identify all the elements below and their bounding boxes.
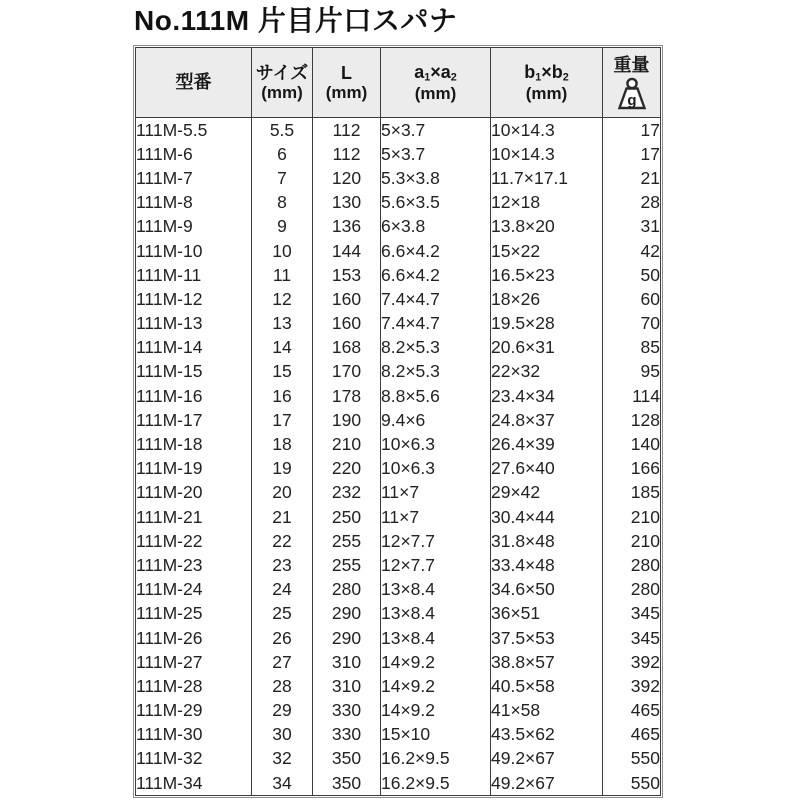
cell-length: 330 xyxy=(313,723,381,747)
cell-length: 168 xyxy=(313,336,381,360)
cell-model: 111M-29 xyxy=(136,699,252,723)
cell-length: 190 xyxy=(313,408,381,432)
table-row xyxy=(136,263,661,287)
cell-model: 111M-18 xyxy=(136,432,252,456)
cell-length: 290 xyxy=(313,626,381,650)
table-row xyxy=(136,578,661,602)
cell-model: 111M-26 xyxy=(136,626,252,650)
cell-length: 350 xyxy=(313,747,381,771)
cell-length: 310 xyxy=(313,650,381,674)
table-row xyxy=(136,432,661,456)
cell-b-dim: 40.5×58 xyxy=(491,674,603,698)
cell-b-dim: 49.2×67 xyxy=(491,747,603,771)
cell-model: 111M-12 xyxy=(136,287,252,311)
table-row xyxy=(136,771,661,796)
cell-weight: 345 xyxy=(603,626,661,650)
cell-size: 26 xyxy=(252,626,313,650)
a-dim-formula: $a_1\times a_2$ xyxy=(414,62,457,84)
cell-size: 19 xyxy=(252,457,313,481)
cell-size: 8 xyxy=(252,191,313,215)
cell-a-dim: 14×9.2 xyxy=(381,674,491,698)
cell-size: 5.5 xyxy=(252,118,313,143)
cell-weight: 345 xyxy=(603,602,661,626)
table-row xyxy=(136,215,661,239)
col-header-model xyxy=(136,48,252,118)
cell-a-dim: 8.2×5.3 xyxy=(381,360,491,384)
cell-length: 120 xyxy=(313,166,381,190)
cell-a-dim: 16.2×9.5 xyxy=(381,771,491,796)
cell-a-dim: 5×3.7 xyxy=(381,142,491,166)
table-row xyxy=(136,505,661,529)
cell-b-dim: 27.6×40 xyxy=(491,457,603,481)
cell-b-dim: 33.4×48 xyxy=(491,553,603,577)
cell-weight: 114 xyxy=(603,384,661,408)
cell-size: 15 xyxy=(252,360,313,384)
cell-size: 17 xyxy=(252,408,313,432)
cell-weight: 210 xyxy=(603,505,661,529)
cell-size: 9 xyxy=(252,215,313,239)
cell-length: 255 xyxy=(313,529,381,553)
table-body xyxy=(136,118,661,796)
page-title: No.111M 片目片口スパナ xyxy=(134,5,458,36)
table-row xyxy=(136,699,661,723)
cell-model: 111M-9 xyxy=(136,215,252,239)
cell-size: 24 xyxy=(252,578,313,602)
cell-weight: 550 xyxy=(603,747,661,771)
cell-model: 111M-15 xyxy=(136,360,252,384)
cell-a-dim: 12×7.7 xyxy=(381,553,491,577)
cell-size: 7 xyxy=(252,166,313,190)
table-row xyxy=(136,142,661,166)
col-header-length-unit: (mm) xyxy=(325,83,368,103)
cell-weight: 60 xyxy=(603,287,661,311)
cell-b-dim: 43.5×62 xyxy=(491,723,603,747)
cell-b-dim: 16.5×23 xyxy=(491,263,603,287)
cell-weight: 42 xyxy=(603,239,661,263)
cell-length: 232 xyxy=(313,481,381,505)
weight-icon xyxy=(612,77,652,110)
cell-b-dim: 31.8×48 xyxy=(491,529,603,553)
cell-weight: 465 xyxy=(603,723,661,747)
cell-model: 111M-32 xyxy=(136,747,252,771)
cell-length: 280 xyxy=(313,578,381,602)
cell-weight: 166 xyxy=(603,457,661,481)
cell-a-dim: 9.4×6 xyxy=(381,408,491,432)
cell-b-dim: 30.4×44 xyxy=(491,505,603,529)
cell-model: 111M-6 xyxy=(136,142,252,166)
cell-weight: 85 xyxy=(603,336,661,360)
table-row xyxy=(136,360,661,384)
cell-b-dim: 29×42 xyxy=(491,481,603,505)
cell-a-dim: 11×7 xyxy=(381,481,491,505)
cell-size: 27 xyxy=(252,650,313,674)
cell-size: 30 xyxy=(252,723,313,747)
cell-weight: 95 xyxy=(603,360,661,384)
table-row xyxy=(136,312,661,336)
cell-weight: 21 xyxy=(603,166,661,190)
cell-b-dim: 22×32 xyxy=(491,360,603,384)
cell-size: 34 xyxy=(252,771,313,796)
spec-table xyxy=(135,47,661,796)
cell-a-dim: 13×8.4 xyxy=(381,626,491,650)
cell-weight: 185 xyxy=(603,481,661,505)
cell-length: 255 xyxy=(313,553,381,577)
cell-a-dim: 10×6.3 xyxy=(381,457,491,481)
cell-b-dim: 24.8×37 xyxy=(491,408,603,432)
table-row xyxy=(136,553,661,577)
table-row xyxy=(136,239,661,263)
col-header-length xyxy=(313,48,381,118)
cell-length: 160 xyxy=(313,287,381,311)
cell-b-dim: 34.6×50 xyxy=(491,578,603,602)
cell-a-dim: 8.2×5.3 xyxy=(381,336,491,360)
cell-length: 170 xyxy=(313,360,381,384)
table-row xyxy=(136,457,661,481)
cell-weight: 392 xyxy=(603,650,661,674)
cell-a-dim: 5.6×3.5 xyxy=(381,191,491,215)
col-header-weight-label: 重量 xyxy=(613,55,650,76)
cell-length: 144 xyxy=(313,239,381,263)
cell-weight: 31 xyxy=(603,215,661,239)
cell-model: 111M-20 xyxy=(136,481,252,505)
cell-weight: 465 xyxy=(603,699,661,723)
spec-table-wrapper xyxy=(133,45,663,798)
cell-weight: 280 xyxy=(603,553,661,577)
table-row xyxy=(136,481,661,505)
cell-b-dim: 41×58 xyxy=(491,699,603,723)
cell-weight: 17 xyxy=(603,118,661,143)
cell-weight: 210 xyxy=(603,529,661,553)
cell-weight: 28 xyxy=(603,191,661,215)
cell-length: 330 xyxy=(313,699,381,723)
cell-b-dim: 23.4×34 xyxy=(491,384,603,408)
cell-model: 111M-19 xyxy=(136,457,252,481)
cell-a-dim: 6.6×4.2 xyxy=(381,239,491,263)
cell-b-dim: 12×18 xyxy=(491,191,603,215)
cell-weight: 50 xyxy=(603,263,661,287)
cell-model: 111M-21 xyxy=(136,505,252,529)
cell-model: 111M-34 xyxy=(136,771,252,796)
table-row xyxy=(136,384,661,408)
cell-a-dim: 7.4×4.7 xyxy=(381,287,491,311)
cell-length: 350 xyxy=(313,771,381,796)
cell-model: 111M-11 xyxy=(136,263,252,287)
cell-size: 29 xyxy=(252,699,313,723)
table-row xyxy=(136,650,661,674)
cell-length: 130 xyxy=(313,191,381,215)
cell-length: 112 xyxy=(313,118,381,143)
cell-a-dim: 6×3.8 xyxy=(381,215,491,239)
table-row xyxy=(136,674,661,698)
col-header-size xyxy=(252,48,313,118)
cell-model: 111M-28 xyxy=(136,674,252,698)
cell-a-dim: 5.3×3.8 xyxy=(381,166,491,190)
cell-model: 111M-17 xyxy=(136,408,252,432)
col-header-a-dim xyxy=(381,48,491,118)
table-row xyxy=(136,529,661,553)
col-header-weight xyxy=(603,48,661,118)
table-row xyxy=(136,602,661,626)
cell-b-dim: 11.7×17.1 xyxy=(491,166,603,190)
cell-b-dim: 18×26 xyxy=(491,287,603,311)
cell-model: 111M-23 xyxy=(136,553,252,577)
cell-model: 111M-5.5 xyxy=(136,118,252,143)
col-header-b-dim xyxy=(491,48,603,118)
cell-a-dim: 12×7.7 xyxy=(381,529,491,553)
cell-size: 12 xyxy=(252,287,313,311)
cell-size: 16 xyxy=(252,384,313,408)
cell-model: 111M-13 xyxy=(136,312,252,336)
cell-b-dim: 10×14.3 xyxy=(491,118,603,143)
cell-a-dim: 15×10 xyxy=(381,723,491,747)
cell-model: 111M-8 xyxy=(136,191,252,215)
table-row xyxy=(136,626,661,650)
cell-weight: 550 xyxy=(603,771,661,796)
cell-size: 21 xyxy=(252,505,313,529)
table-row xyxy=(136,336,661,360)
b-dim-formula: $b_1\times b_2$ xyxy=(524,62,569,84)
table-header-row xyxy=(136,48,661,118)
cell-a-dim: 5×3.7 xyxy=(381,118,491,143)
table-row xyxy=(136,191,661,215)
col-header-length-label: L xyxy=(341,62,352,83)
cell-size: 13 xyxy=(252,312,313,336)
col-header-b-dim-unit: (mm) xyxy=(525,83,568,103)
cell-model: 111M-25 xyxy=(136,602,252,626)
cell-b-dim: 49.2×67 xyxy=(491,771,603,796)
cell-b-dim: 13.8×20 xyxy=(491,215,603,239)
cell-a-dim: 13×8.4 xyxy=(381,578,491,602)
cell-model: 111M-22 xyxy=(136,529,252,553)
col-header-size-label: サイズ xyxy=(255,62,309,83)
cell-size: 18 xyxy=(252,432,313,456)
cell-size: 20 xyxy=(252,481,313,505)
cell-length: 310 xyxy=(313,674,381,698)
cell-size: 32 xyxy=(252,747,313,771)
cell-a-dim: 16.2×9.5 xyxy=(381,747,491,771)
cell-weight: 70 xyxy=(603,312,661,336)
cell-length: 136 xyxy=(313,215,381,239)
cell-a-dim: 14×9.2 xyxy=(381,650,491,674)
cell-a-dim: 6.6×4.2 xyxy=(381,263,491,287)
cell-size: 22 xyxy=(252,529,313,553)
cell-b-dim: 38.8×57 xyxy=(491,650,603,674)
cell-b-dim: 19.5×28 xyxy=(491,312,603,336)
cell-length: 160 xyxy=(313,312,381,336)
cell-model: 111M-30 xyxy=(136,723,252,747)
col-header-a-dim-unit: (mm) xyxy=(414,83,457,103)
col-header-size-unit: (mm) xyxy=(261,83,303,103)
cell-model: 111M-14 xyxy=(136,336,252,360)
cell-model: 111M-7 xyxy=(136,166,252,190)
cell-size: 11 xyxy=(252,263,313,287)
cell-length: 153 xyxy=(313,263,381,287)
cell-a-dim: 14×9.2 xyxy=(381,699,491,723)
cell-model: 111M-24 xyxy=(136,578,252,602)
cell-a-dim: 13×8.4 xyxy=(381,602,491,626)
cell-model: 111M-10 xyxy=(136,239,252,263)
cell-b-dim: 15×22 xyxy=(491,239,603,263)
weight-icon-unit: g xyxy=(626,91,637,109)
cell-size: 23 xyxy=(252,553,313,577)
cell-model: 111M-27 xyxy=(136,650,252,674)
cell-size: 6 xyxy=(252,142,313,166)
table-row xyxy=(136,747,661,771)
cell-b-dim: 37.5×53 xyxy=(491,626,603,650)
cell-size: 25 xyxy=(252,602,313,626)
cell-b-dim: 10×14.3 xyxy=(491,142,603,166)
cell-weight: 280 xyxy=(603,578,661,602)
cell-b-dim: 36×51 xyxy=(491,602,603,626)
table-row xyxy=(136,723,661,747)
cell-length: 112 xyxy=(313,142,381,166)
cell-weight: 140 xyxy=(603,432,661,456)
cell-a-dim: 8.8×5.6 xyxy=(381,384,491,408)
cell-a-dim: 7.4×4.7 xyxy=(381,312,491,336)
cell-a-dim: 11×7 xyxy=(381,505,491,529)
cell-length: 250 xyxy=(313,505,381,529)
table-row xyxy=(136,166,661,190)
cell-size: 28 xyxy=(252,674,313,698)
cell-model: 111M-16 xyxy=(136,384,252,408)
cell-a-dim: 10×6.3 xyxy=(381,432,491,456)
cell-length: 210 xyxy=(313,432,381,456)
cell-weight: 392 xyxy=(603,674,661,698)
cell-weight: 17 xyxy=(603,142,661,166)
cell-length: 178 xyxy=(313,384,381,408)
col-header-model-label: 型番 xyxy=(175,72,212,93)
cell-b-dim: 20.6×31 xyxy=(491,336,603,360)
cell-length: 290 xyxy=(313,602,381,626)
cell-weight: 128 xyxy=(603,408,661,432)
cell-length: 220 xyxy=(313,457,381,481)
table-row xyxy=(136,118,661,143)
cell-size: 14 xyxy=(252,336,313,360)
table-row xyxy=(136,408,661,432)
cell-size: 10 xyxy=(252,239,313,263)
table-row xyxy=(136,287,661,311)
cell-b-dim: 26.4×39 xyxy=(491,432,603,456)
